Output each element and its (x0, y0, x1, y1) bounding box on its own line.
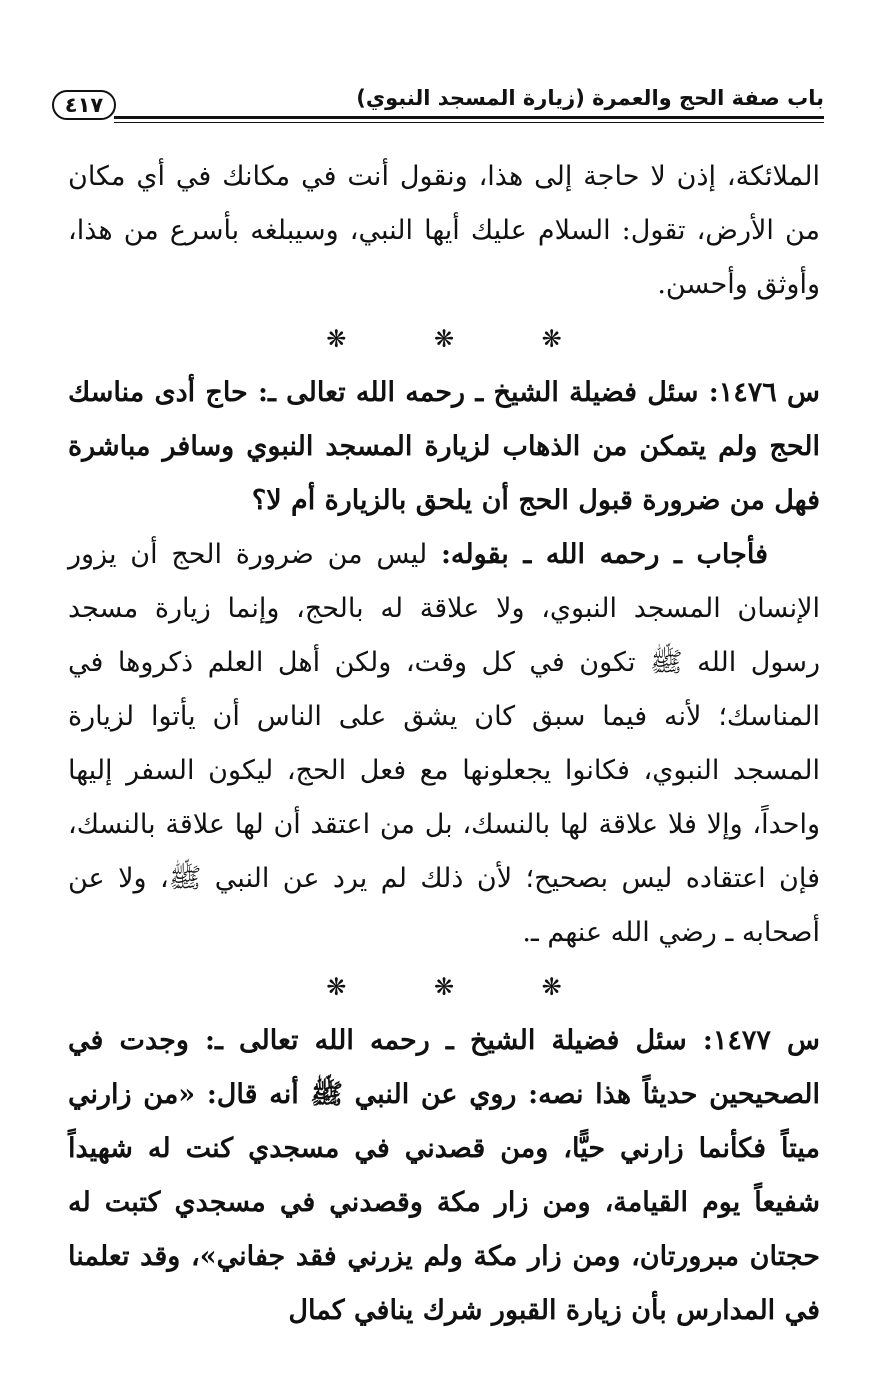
chapter-title: باب صفة الحج والعمرة (زيارة المسجد النبوي) (356, 86, 824, 110)
header-rule-thin (114, 122, 824, 123)
section-separator: ❋ ❋ ❋ (326, 325, 602, 353)
answer-body: ليس من ضرورة الحج أن يزور الإنسان المسجد النبوي، ولا علاقة له بالحج، وإنما زيارة مسجد رسول الله ﷺ تكون في كل وقت، ولكن أهل العلم ذكروها في المناسك؛ لأنه فيما سبق كان يشق على الناس أن يأتوا لزيارة المسجد النبوي، فكانوا يجعلونها مع فعل الحج، ليكون السفر إليها واحداً، وإلا فلا علاقة لها بالنسك، بل من اعتقد أن لها علاقة بالنسك، فإن اعتقاده ليس بصحيح؛ لأن ذلك لم يرد عن النبي ﷺ، ولا عن أصحابه ـ رضي الله عنهم ـ. (68, 539, 820, 948)
running-header (52, 76, 824, 132)
page-body (68, 150, 820, 1338)
answer-intro: فأجاب ـ رحمه الله ـ بقوله: (440, 539, 768, 570)
section-separator: ❋ ❋ ❋ (326, 973, 602, 1001)
question-1477: س ١٤٧٧: سئل فضيلة الشيخ ـ رحمه الله تعالى ـ: وجدت في الصحيحين حديثاً هذا نصه: روي عن النبي ﷺ أنه قال: «من زارني ميتاً فكأنما زارني حيًّا، ومن قصدني في مسجدي كنت له شهيداً شفيعاً يوم القيامة، ومن زار مكة وقصدني في مسجدي كتبت له حجتان مبرورتان، ومن زار مكة ولم يزرني فقد جفاني»، وقد تعلمنا في المدارس بأن زيارة القبور شرك ينافي كمال (68, 1025, 820, 1326)
question-1476: س ١٤٧٦: سئل فضيلة الشيخ ـ رحمه الله تعالى ـ: حاج أدى مناسك الحج ولم يتمكن من الذهاب لزيارة المسجد النبوي وسافر مباشرة فهل من ضرورة قبول الحج أن يلحق بالزيارة أم لا؟ (68, 377, 820, 516)
continuation-paragraph: الملائكة، إذن لا حاجة إلى هذا، ونقول أنت في مكانك في أي مكان من الأرض، تقول: السلام عليك أيها النبي، وسيبلغه بأسرع من هذا، وأوثق وأحسن. (68, 161, 820, 300)
header-rule-thick (114, 116, 824, 119)
answer-1476 (68, 528, 820, 960)
page-number-badge: ٤١٧ (52, 90, 116, 120)
